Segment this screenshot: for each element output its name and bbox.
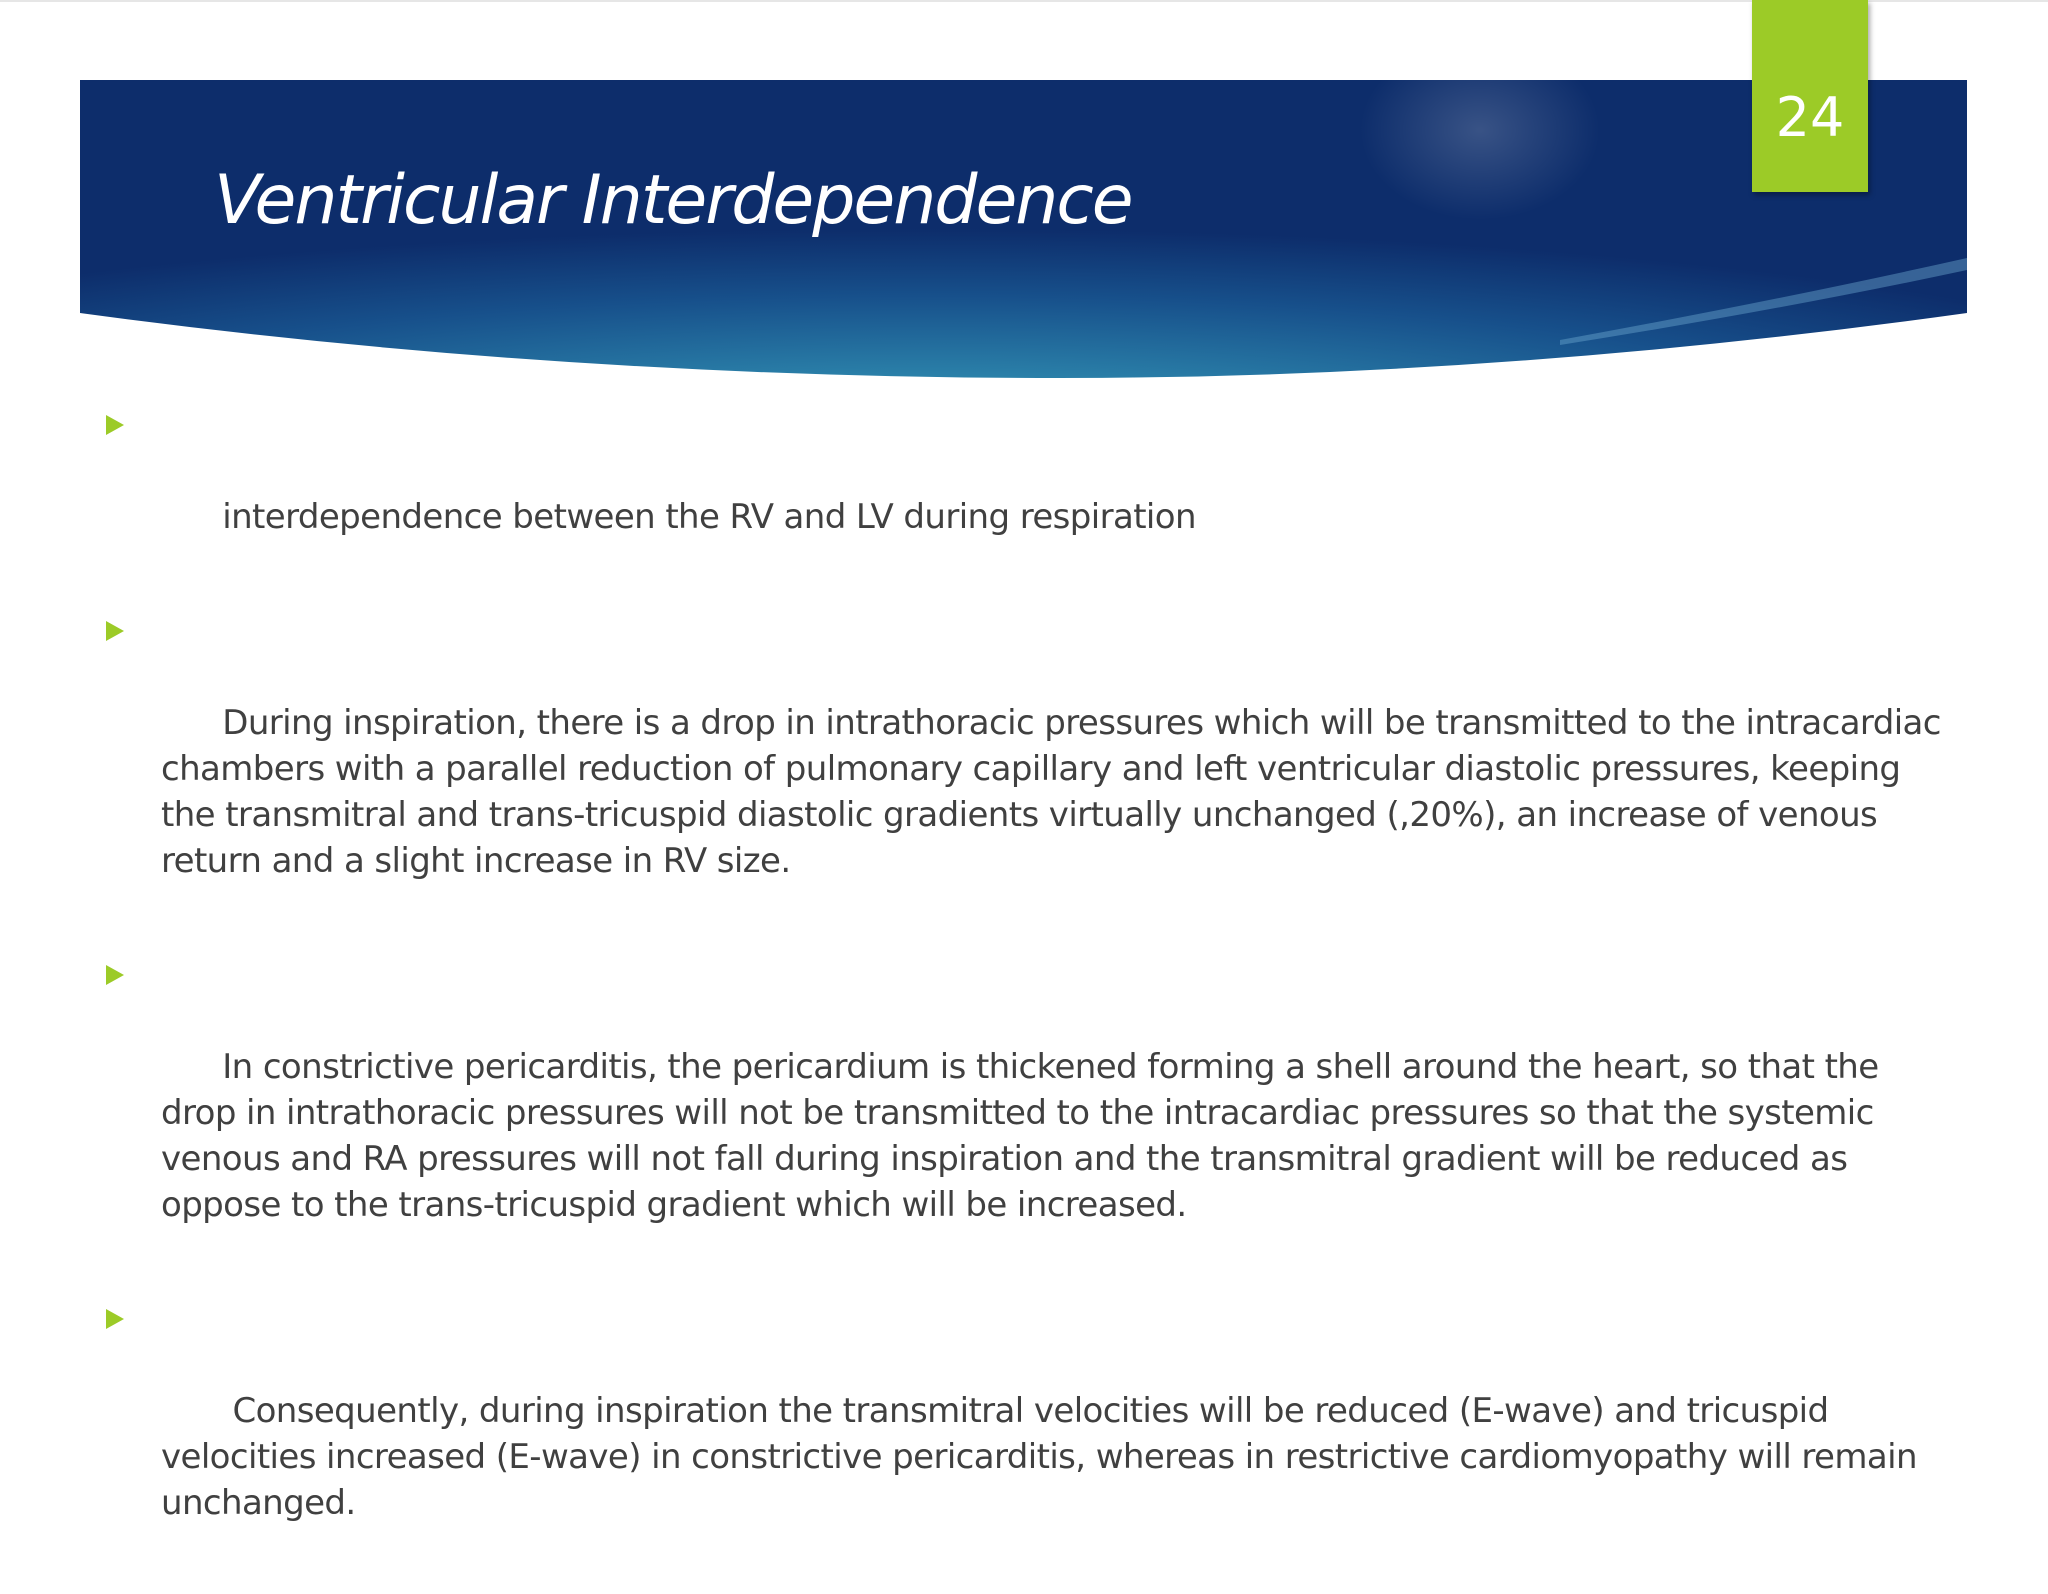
- bullet-text: In constrictive pericarditis, the pericardium is thickened forming a shell around the heart, so that the drop in intrathoracic pressures will not be transmitted to the intracardiac pressures so that the systemic venous and RA pressures will not fall during inspiration and the transmitral gradient will be reduced as oppose to the trans-tricuspid gradient which will be increased.: [161, 1047, 1879, 1225]
- bullet-text: interdependence between the RV and LV during respiration: [222, 497, 1196, 537]
- slide-number-badge: [1752, 0, 1868, 192]
- triangle-right-icon: [106, 1309, 124, 1329]
- bullet-item: [104, 608, 1954, 930]
- bullet-text: During inspiration, there is a drop in intrathoracic pressures which will be transmitted to the intracardiac chambers with a parallel reduction of pulmonary capillary and left ventricular diastolic pressures, keeping the transmitral and trans-tricuspid diastolic gradients virtually unchanged (,20%), an increase of venous return and a slight increase in RV size.: [161, 703, 1941, 881]
- bullet-item: [104, 402, 1954, 586]
- bullet-item: [104, 952, 1954, 1274]
- slide-title: Ventricular Interdependence: [214, 161, 1132, 240]
- slide-number: 24: [1775, 86, 1845, 149]
- triangle-right-icon: [106, 415, 124, 435]
- triangle-right-icon: [106, 965, 124, 985]
- bullet-list: [104, 402, 1954, 1594]
- bullet-item: [104, 1296, 1954, 1572]
- bullet-text: Consequently, during inspiration the transmitral velocities will be reduced (E-wave) and tricuspid velocities increased (E-wave) in constrictive pericarditis, whereas in restrictive cardiomyopathy will remain unchanged.: [161, 1391, 1917, 1523]
- triangle-right-icon: [106, 621, 124, 641]
